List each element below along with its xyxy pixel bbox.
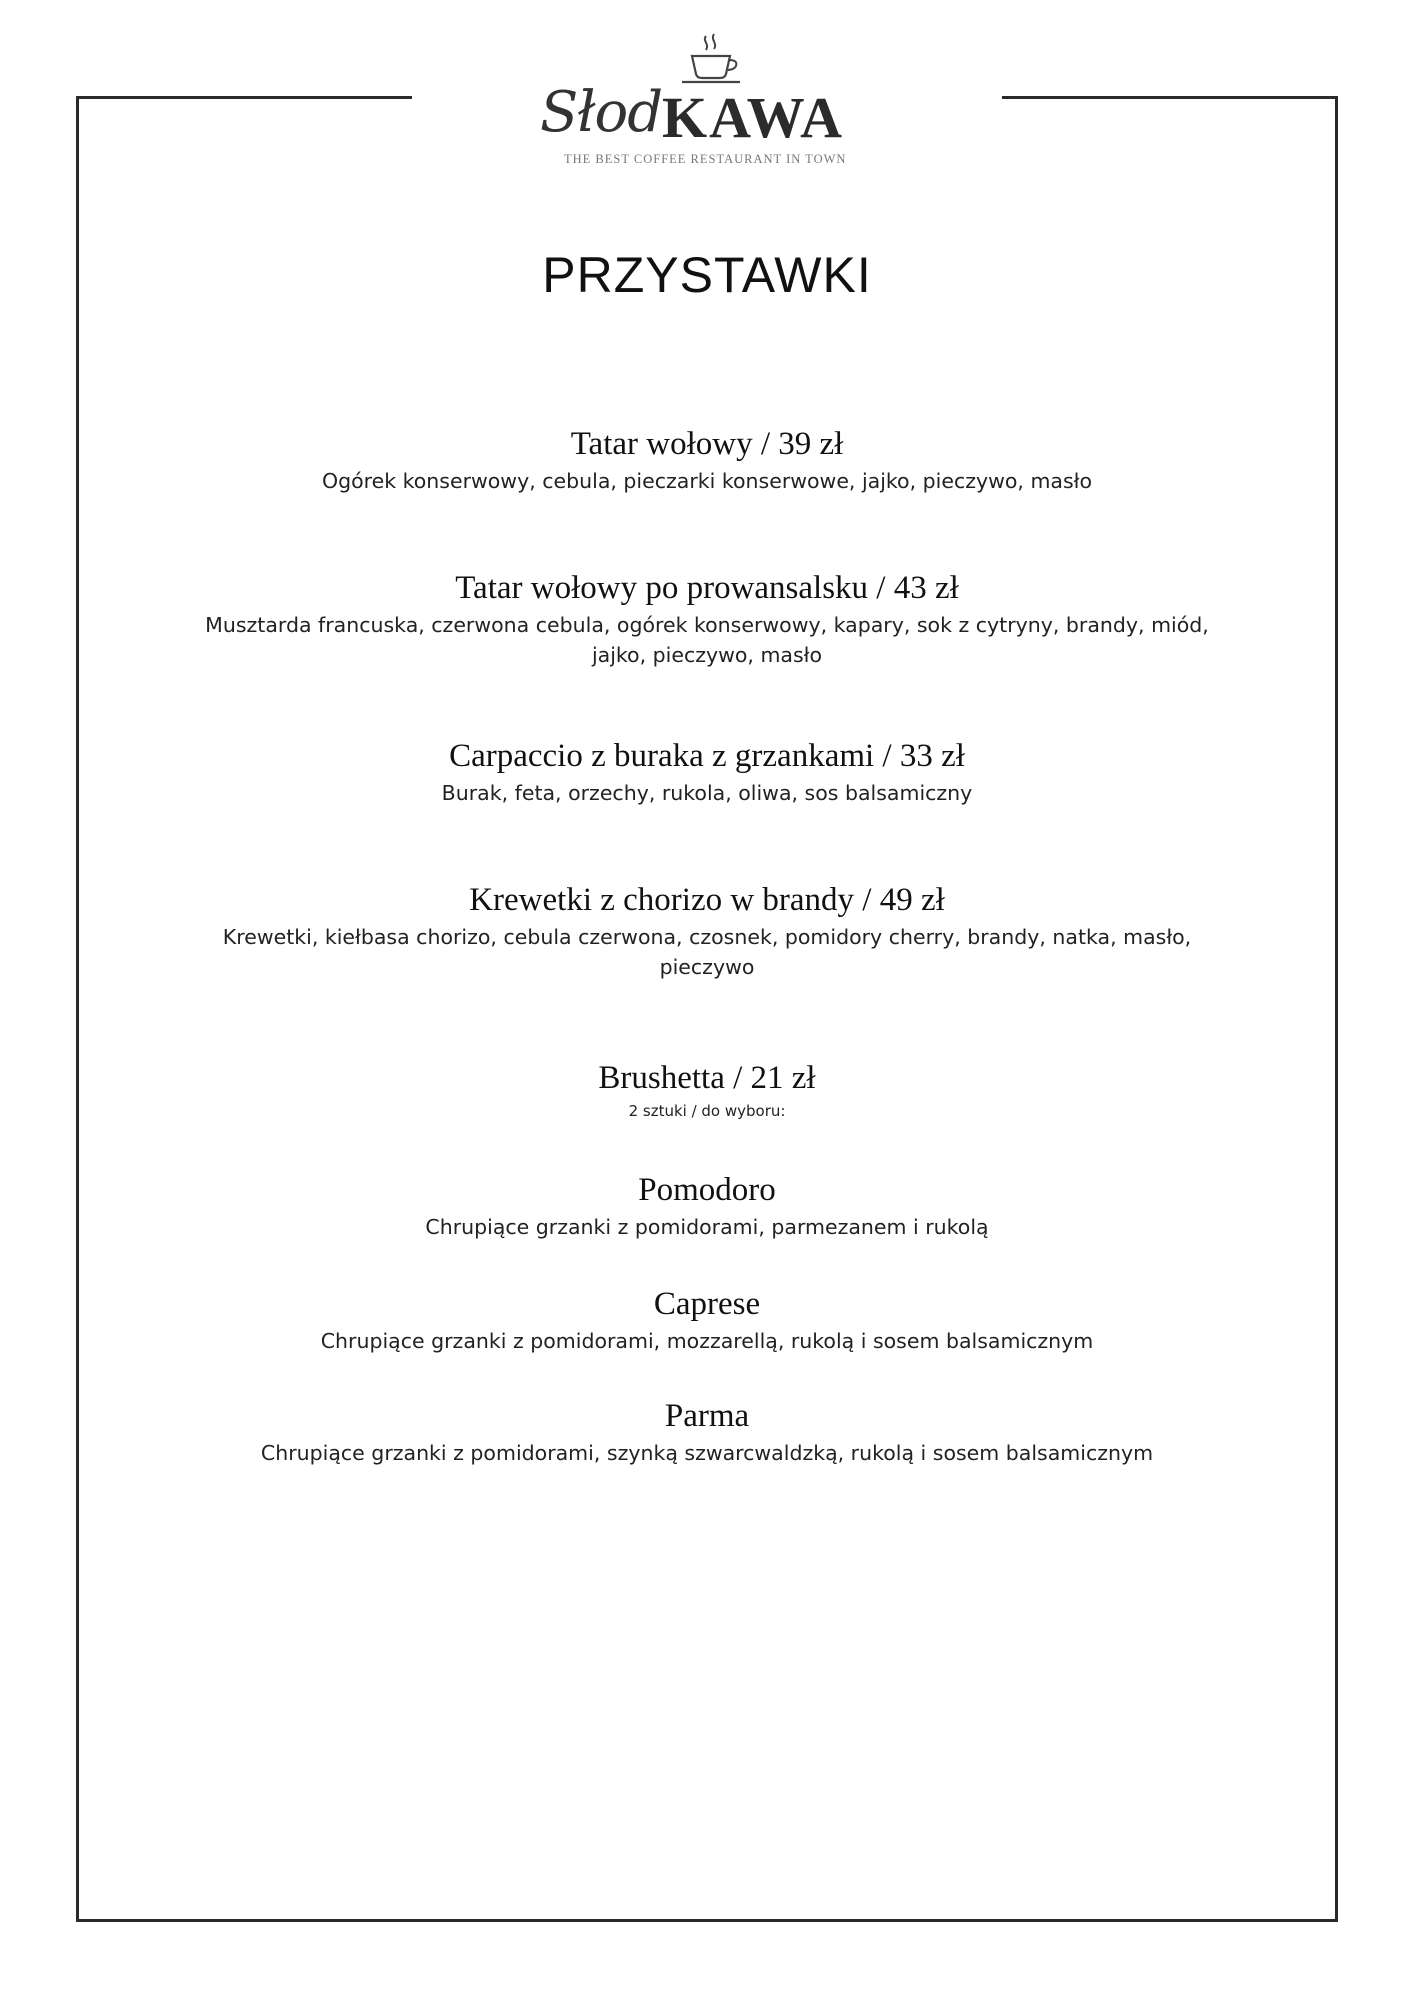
- menu-item-caprese: [180, 1284, 1234, 1356]
- item-title: Parma: [664, 1398, 750, 1434]
- logo-brand: KAWA: [662, 85, 845, 150]
- item-title: Brushetta / 21 zł: [598, 1060, 816, 1096]
- section-title: PRZYSTAWKI: [542, 247, 872, 303]
- coffee-cup-icon: [678, 32, 744, 88]
- menu-item-parma: [180, 1396, 1234, 1468]
- item-description-line: Krewetki, kiełbasa chorizo, cebula czerwona, czosnek, pomidory cherry, brandy, natka, masło,: [222, 925, 1192, 949]
- item-description: Ogórek konserwowy, cebula, pieczarki konserwowe, jajko, pieczywo, masło: [321, 469, 1093, 493]
- item-title: Krewetki z chorizo w brandy / 49 zł: [469, 882, 945, 918]
- menu-item-krewetki: [180, 880, 1234, 982]
- menu-item-pomodoro: [180, 1170, 1234, 1242]
- logo-script: Słod: [540, 80, 663, 145]
- logo: [540, 28, 880, 168]
- item-description: Chrupiące grzanki z pomidorami, parmezanem i rukolą: [425, 1215, 989, 1239]
- item-description-line: pieczywo: [659, 955, 755, 979]
- item-title: Tatar wołowy / 39 zł: [570, 426, 844, 462]
- item-description: Burak, feta, orzechy, rukola, oliwa, sos balsamiczny: [441, 781, 973, 805]
- item-description: [180, 922, 1234, 982]
- logo-tagline: THE BEST COFFEE RESTAURANT IN TOWN: [564, 152, 847, 166]
- item-title: Pomodoro: [638, 1172, 776, 1208]
- item-description: [180, 610, 1234, 670]
- menu-item-tatar-prowansalski: [180, 568, 1234, 670]
- item-description: Chrupiące grzanki z pomidorami, mozzarellą, rukolą i sosem balsamicznym: [320, 1329, 1094, 1353]
- menu-item-brushetta: [180, 1058, 1234, 1122]
- item-title: Carpaccio z buraka z grzankami / 33 zł: [449, 738, 965, 774]
- menu-item-tatar: [180, 424, 1234, 496]
- item-description: Chrupiące grzanki z pomidorami, szynką szwarcwaldzką, rukolą i sosem balsamicznym: [260, 1441, 1154, 1465]
- menu-frame: [76, 96, 1338, 1922]
- item-title: Caprese: [653, 1286, 761, 1322]
- item-description: 2 sztuki / do wyboru:: [628, 1102, 786, 1120]
- item-description-line: jajko, pieczywo, masło: [591, 643, 823, 667]
- item-description-line: Musztarda francuska, czerwona cebula, ogórek konserwowy, kapary, sok z cytryny, brandy, miód,: [205, 613, 1209, 637]
- item-title: Tatar wołowy po prowansalsku / 43 zł: [455, 570, 959, 606]
- menu-item-carpaccio: [180, 736, 1234, 808]
